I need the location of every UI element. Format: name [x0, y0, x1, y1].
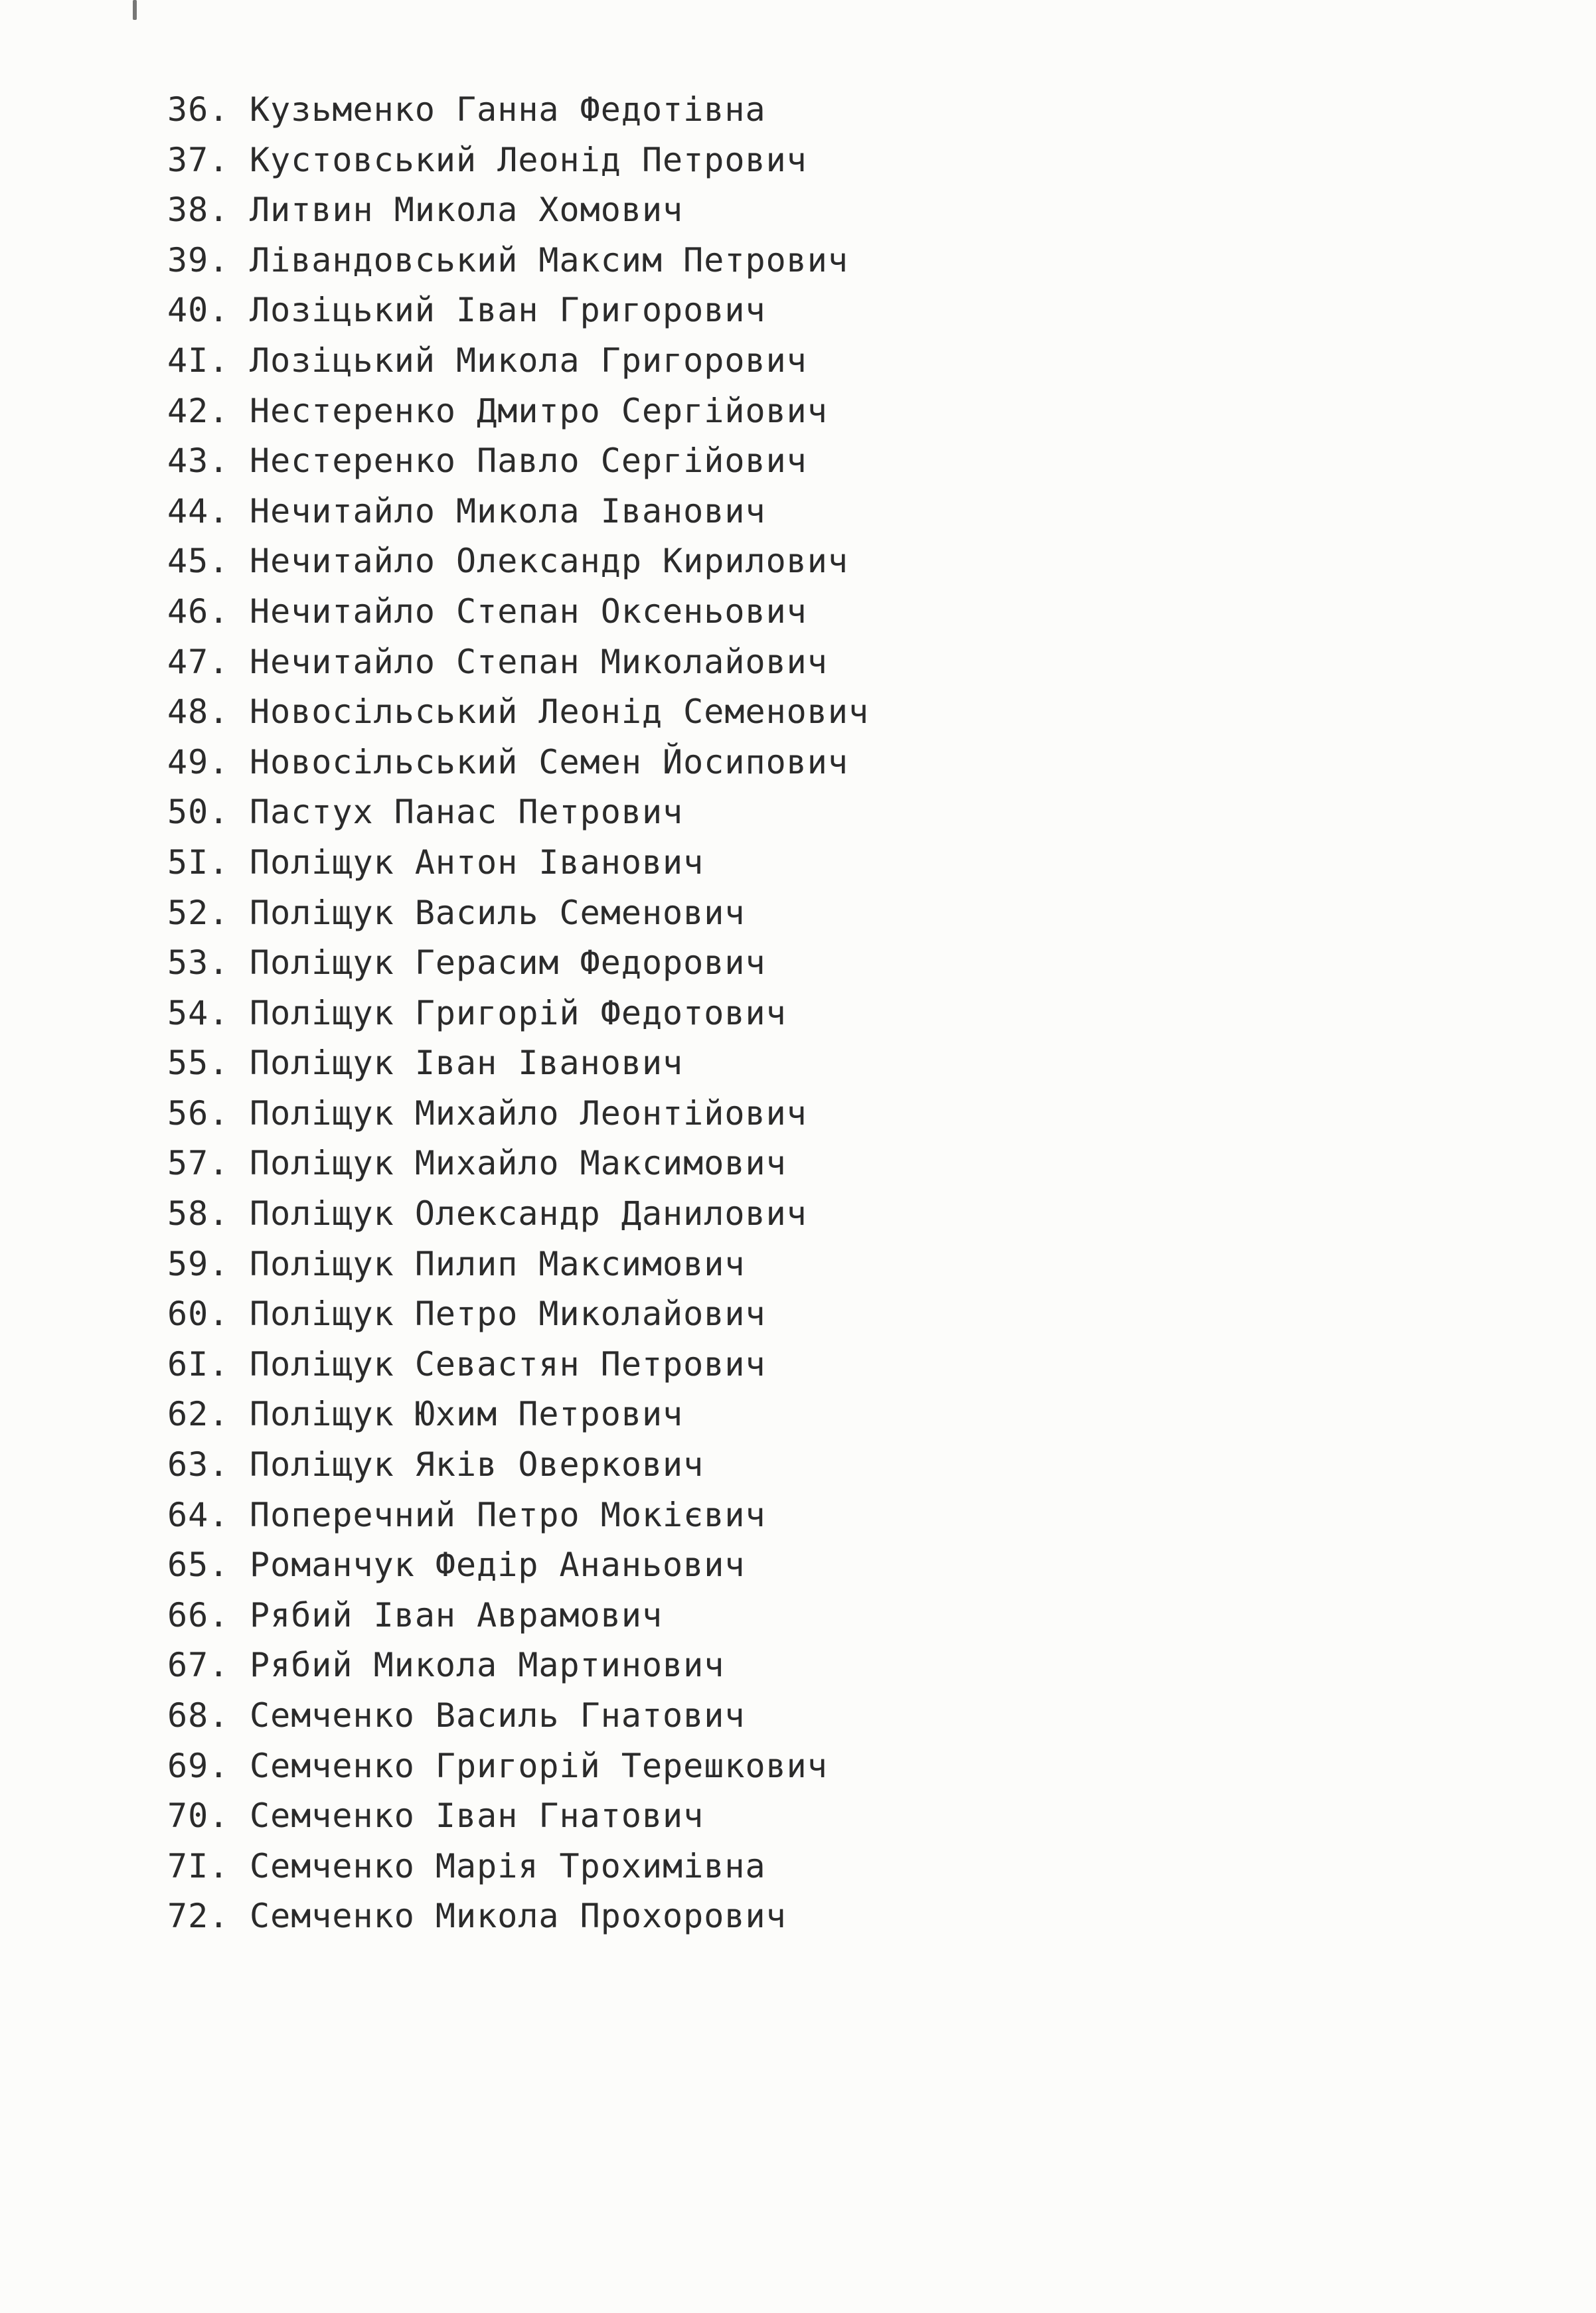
- list-item: [167, 1440, 869, 1490]
- entry-name: Поліщук Юхим Петрович: [250, 1395, 684, 1434]
- list-item: [167, 637, 869, 688]
- entry-name: Поліщук Петро Миколайович: [250, 1295, 766, 1334]
- entry-name: Поліщук Григорій Федотович: [250, 993, 787, 1032]
- entry-name: Семченко Григорій Терешкович: [250, 1746, 828, 1785]
- list-item: [167, 1189, 869, 1239]
- entry-name: Лозіцький Іван Григорович: [250, 291, 766, 330]
- list-item: [167, 1340, 869, 1390]
- entry-name: Поліщук Пилип Максимович: [250, 1244, 746, 1283]
- entry-number: 6I.: [167, 1344, 230, 1384]
- entry-number: 36.: [167, 90, 230, 129]
- entry-name: Нестеренко Павло Сергійович: [250, 441, 807, 481]
- entry-name: Поліщук Яків Оверкович: [250, 1445, 704, 1484]
- list-item: [167, 787, 869, 838]
- list-item: [167, 487, 869, 537]
- list-item: [167, 1640, 869, 1691]
- list-item: [167, 285, 869, 336]
- entry-name: Нечитайло Степан Оксеньович: [250, 592, 807, 631]
- list-item: [167, 1591, 869, 1641]
- entry-number: 72.: [167, 1897, 230, 1936]
- entry-name: Поліщук Іван Іванович: [250, 1044, 684, 1083]
- list-item: [167, 1891, 869, 1942]
- entry-number: 50.: [167, 793, 230, 832]
- entry-name: Поліщук Олександр Данилович: [250, 1194, 807, 1234]
- entry-name: Семченко Іван Гнатович: [250, 1796, 704, 1836]
- entry-number: 67.: [167, 1646, 230, 1685]
- list-item: [167, 938, 869, 989]
- entry-number: 64.: [167, 1495, 230, 1534]
- entry-number: 4I.: [167, 341, 230, 380]
- entry-name: Поліщук Василь Семенович: [250, 893, 746, 932]
- list-item: [167, 1691, 869, 1741]
- entry-number: 69.: [167, 1746, 230, 1785]
- entry-number: 47.: [167, 642, 230, 681]
- entry-name: Кустовський Леонід Петрович: [250, 140, 807, 179]
- entry-number: 44.: [167, 491, 230, 530]
- entry-name: Рябий Микола Мартинович: [250, 1646, 725, 1685]
- entry-number: 53.: [167, 943, 230, 983]
- list-item: [167, 1490, 869, 1541]
- list-item: [167, 989, 869, 1039]
- entry-name: Поперечний Петро Мокієвич: [250, 1495, 766, 1534]
- entry-name: Поліщук Михайло Леонтійович: [250, 1093, 807, 1133]
- entry-name: Новосільський Семен Йосипович: [250, 742, 848, 781]
- list-item: [167, 386, 869, 437]
- entry-number: 43.: [167, 441, 230, 481]
- entry-name: Нечитайло Микола Іванович: [250, 491, 766, 530]
- list-item: [167, 1289, 869, 1340]
- entry-number: 62.: [167, 1395, 230, 1434]
- entry-number: 5I.: [167, 842, 230, 882]
- list-item: [167, 1540, 869, 1591]
- entry-name: Поліщук Севастян Петрович: [250, 1344, 766, 1384]
- entry-name: Литвин Микола Хомович: [250, 191, 684, 230]
- entry-number: 45.: [167, 542, 230, 581]
- list-item: [167, 1390, 869, 1440]
- entry-number: 37.: [167, 140, 230, 179]
- entry-number: 52.: [167, 893, 230, 932]
- entry-number: 54.: [167, 993, 230, 1032]
- list-item: [167, 587, 869, 637]
- entry-number: 55.: [167, 1044, 230, 1083]
- entry-name: Рябий Іван Аврамович: [250, 1595, 663, 1635]
- list-item: [167, 888, 869, 939]
- list-item: [167, 135, 869, 186]
- entry-name: Поліщук Михайло Максимович: [250, 1144, 787, 1183]
- entry-name: Поліщук Антон Іванович: [250, 842, 704, 882]
- list-item: [167, 1139, 869, 1189]
- entry-name: Поліщук Герасим Федорович: [250, 943, 766, 983]
- entry-number: 38.: [167, 191, 230, 230]
- list-item: [167, 838, 869, 888]
- entry-number: 42.: [167, 391, 230, 430]
- entry-name: Кузьменко Ганна Федотівна: [250, 90, 766, 129]
- list-item: [167, 1791, 869, 1842]
- list-item: [167, 738, 869, 788]
- entry-number: 39.: [167, 240, 230, 279]
- entry-number: 46.: [167, 592, 230, 631]
- entry-number: 49.: [167, 742, 230, 781]
- list-item: [167, 85, 869, 135]
- list-item: [167, 687, 869, 738]
- list-item: [167, 436, 869, 487]
- entry-name: Семченко Микола Прохорович: [250, 1897, 787, 1936]
- entry-number: 59.: [167, 1244, 230, 1283]
- list-item: [167, 1239, 869, 1290]
- entry-number: 58.: [167, 1194, 230, 1234]
- entry-name: Пастух Панас Петрович: [250, 793, 684, 832]
- entry-name: Новосільський Леонід Семенович: [250, 692, 870, 732]
- entry-number: 40.: [167, 291, 230, 330]
- entry-number: 66.: [167, 1595, 230, 1635]
- entry-number: 48.: [167, 692, 230, 732]
- list-item: [167, 1089, 869, 1139]
- entry-number: 57.: [167, 1144, 230, 1183]
- entry-number: 7I.: [167, 1846, 230, 1885]
- entry-name: Лівандовський Максим Петрович: [250, 240, 848, 279]
- list-item: [167, 236, 869, 286]
- entry-name: Лозіцький Микола Григорович: [250, 341, 807, 380]
- entry-name: Нечитайло Степан Миколайович: [250, 642, 828, 681]
- list-item: [167, 185, 869, 236]
- list-item: [167, 536, 869, 587]
- entry-name: Романчук Федір Ананьович: [250, 1546, 746, 1585]
- entry-name: Семченко Марія Трохимівна: [250, 1846, 766, 1885]
- list-item: [167, 336, 869, 386]
- list-item: [167, 1842, 869, 1892]
- entry-name: Семченко Василь Гнатович: [250, 1696, 746, 1735]
- name-list: [167, 85, 869, 1942]
- entry-number: 68.: [167, 1696, 230, 1735]
- entry-name: Нечитайло Олександр Кирилович: [250, 542, 848, 581]
- entry-number: 70.: [167, 1796, 230, 1836]
- entry-number: 60.: [167, 1295, 230, 1334]
- entry-name: Нестеренко Дмитро Сергійович: [250, 391, 828, 430]
- entry-number: 63.: [167, 1445, 230, 1484]
- entry-number: 56.: [167, 1093, 230, 1133]
- entry-number: 65.: [167, 1546, 230, 1585]
- list-item: [167, 1741, 869, 1792]
- page-edge-mark: [133, 0, 137, 20]
- list-item: [167, 1038, 869, 1089]
